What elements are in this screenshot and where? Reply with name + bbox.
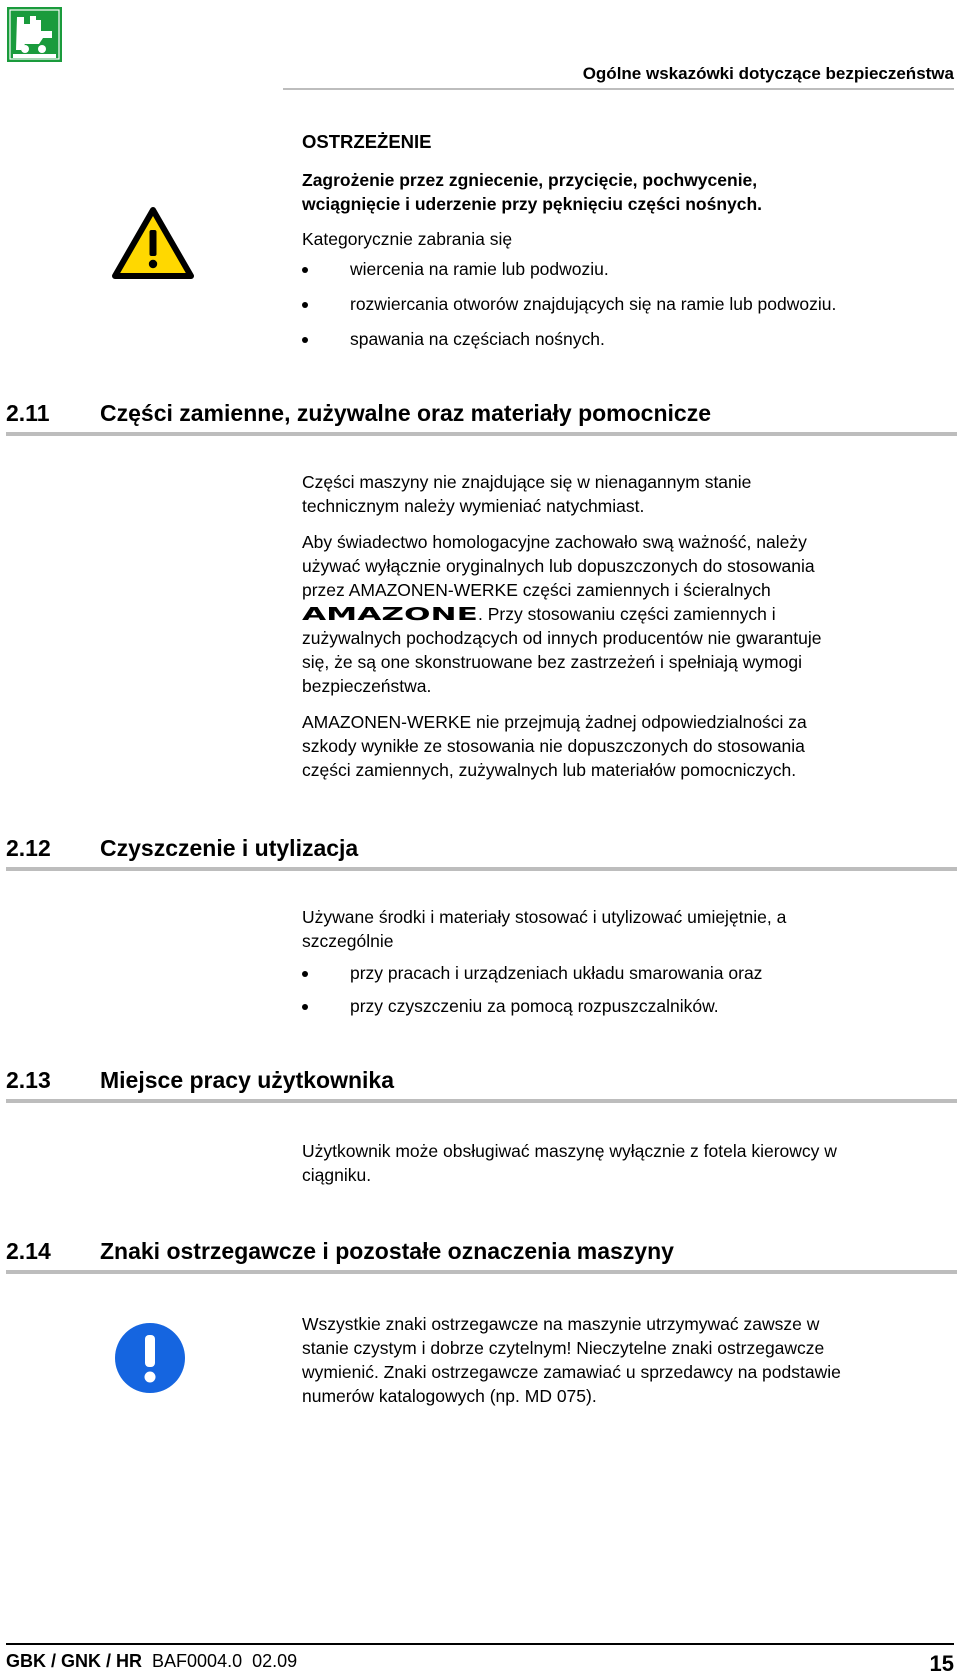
footer-doc-code: BAF0004.0 02.09 <box>152 1651 298 1671</box>
paragraph-line: szkody wynikłe ze stosowania nie dopuszczonych do stosowania <box>302 736 805 756</box>
header-divider <box>283 88 954 90</box>
paragraph-line <box>302 602 942 626</box>
cleaning-list <box>302 961 942 1018</box>
paragraph-line: bezpieczeństwa. <box>302 676 432 696</box>
section-divider <box>6 432 957 436</box>
list-item-text: rozwiercania otworów znajdujących się na ramie lub podwoziu. <box>350 294 837 314</box>
paragraph-text: . Przy stosowaniu części zamiennych i <box>478 604 776 624</box>
list-item <box>302 994 942 1018</box>
paragraph-line: szczególnie <box>302 931 394 951</box>
section-number: 2.13 <box>6 1067 51 1093</box>
page-header-title: Ogólne wskazówki dotyczące bezpieczeństwa <box>582 64 954 83</box>
paragraph-line: przez AMAZONEN-WERKE części zamiennych i ścieralnych <box>302 580 771 600</box>
section-number: 2.12 <box>6 835 51 861</box>
info-exclamation-icon <box>114 1322 186 1394</box>
section-number: 2.11 <box>6 400 50 426</box>
warning-block <box>302 130 942 351</box>
list-item-text: przy czyszczeniu za pomocą rozpuszczalników. <box>350 996 719 1016</box>
bullet-icon <box>302 267 308 273</box>
section-body <box>302 1139 942 1187</box>
section-body <box>302 905 942 1018</box>
footer-divider <box>6 1643 954 1645</box>
paragraph-line: części zamiennych, zużywalnych lub materiałów pomocniczych. <box>302 760 797 780</box>
section-title: Miejsce pracy użytkownika <box>100 1067 395 1093</box>
list-item-text: wiercenia na ramie lub podwoziu. <box>350 259 609 279</box>
list-item-text: spawania na częściach nośnych. <box>350 329 605 349</box>
section-divider <box>6 1099 957 1103</box>
warning-triangle-icon <box>111 206 195 280</box>
section-body <box>302 470 942 782</box>
list-item <box>302 292 942 316</box>
section-title: Części zamienne, zużywalne oraz materiały pomocnicze <box>100 400 711 426</box>
paragraph-line: Aby świadectwo homologacyjne zachowało swą ważność, należy <box>302 532 807 552</box>
paragraph-line: Użytkownik może obsługiwać maszynę wyłącznie z fotela kierowcy w <box>302 1141 837 1161</box>
section-body <box>302 1312 942 1408</box>
amazone-wordmark <box>302 605 478 622</box>
paragraph-line: stanie czystym i dobrze czytelnym! Nieczytelne znaki ostrzegawcze <box>302 1338 825 1358</box>
paragraph-line: wymienić. Znaki ostrzegawcze zamawiać u sprzedawcy na podstawie <box>302 1362 841 1382</box>
section-title: Znaki ostrzegawcze i pozostałe oznaczenia maszyny <box>100 1238 674 1264</box>
paragraph-line: numerów katalogowych (np. MD 075). <box>302 1386 597 1406</box>
prohibition-list <box>302 257 942 351</box>
paragraph-line: zużywalnych pochodzących od innych producentów nie gwarantuje <box>302 628 822 648</box>
footer-doc-info <box>6 1651 297 1672</box>
paragraph-line: Wszystkie znaki ostrzegawcze na maszynie utrzymywać zawsze w <box>302 1314 820 1334</box>
amazone-logo <box>7 7 62 62</box>
hazard-line: Zagrożenie przez zgniecenie, przycięcie, pochwycenie, <box>302 170 758 190</box>
bullet-icon <box>302 1004 308 1010</box>
paragraph-line: ciągniku. <box>302 1165 372 1185</box>
list-item <box>302 257 942 281</box>
warning-heading: OSTRZEŻENIE <box>302 131 432 152</box>
list-item <box>302 961 942 985</box>
footer-models: GBK / GNK / HR <box>6 1651 143 1671</box>
list-item-text: przy pracach i urządzeniach układu smarowania oraz <box>350 963 763 983</box>
paragraph-line: Używane środki i materiały stosować i utylizować umiejętnie, a <box>302 907 787 927</box>
paragraph-line: AMAZONEN-WERKE nie przejmują żadnej odpowiedzialności za <box>302 712 807 732</box>
bullet-icon <box>302 337 308 343</box>
paragraph-line: się, że są one skonstruowane bez zastrzeżeń i spełniają wymogi <box>302 652 802 672</box>
page-number: 15 <box>929 1651 954 1676</box>
hazard-line: wciągnięcie i uderzenie przy pęknięciu części nośnych. <box>302 194 763 214</box>
bullet-icon <box>302 971 308 977</box>
section-title: Czyszczenie i utylizacja <box>100 835 359 861</box>
paragraph-line: technicznym należy wymieniać natychmiast. <box>302 496 645 516</box>
section-divider <box>6 1270 957 1274</box>
paragraph-line: Części maszyny nie znajdujące się w nienagannym stanie <box>302 472 752 492</box>
bullet-icon <box>302 302 308 308</box>
list-item <box>302 327 942 351</box>
svg-text:AMAZONE: AMAZONE <box>302 605 478 623</box>
paragraph-line: używać wyłącznie oryginalnych lub dopuszczonych do stosowania <box>302 556 815 576</box>
prohibition-intro: Kategorycznie zabrania się <box>302 229 513 249</box>
section-number: 2.14 <box>6 1238 51 1264</box>
section-divider <box>6 867 957 871</box>
